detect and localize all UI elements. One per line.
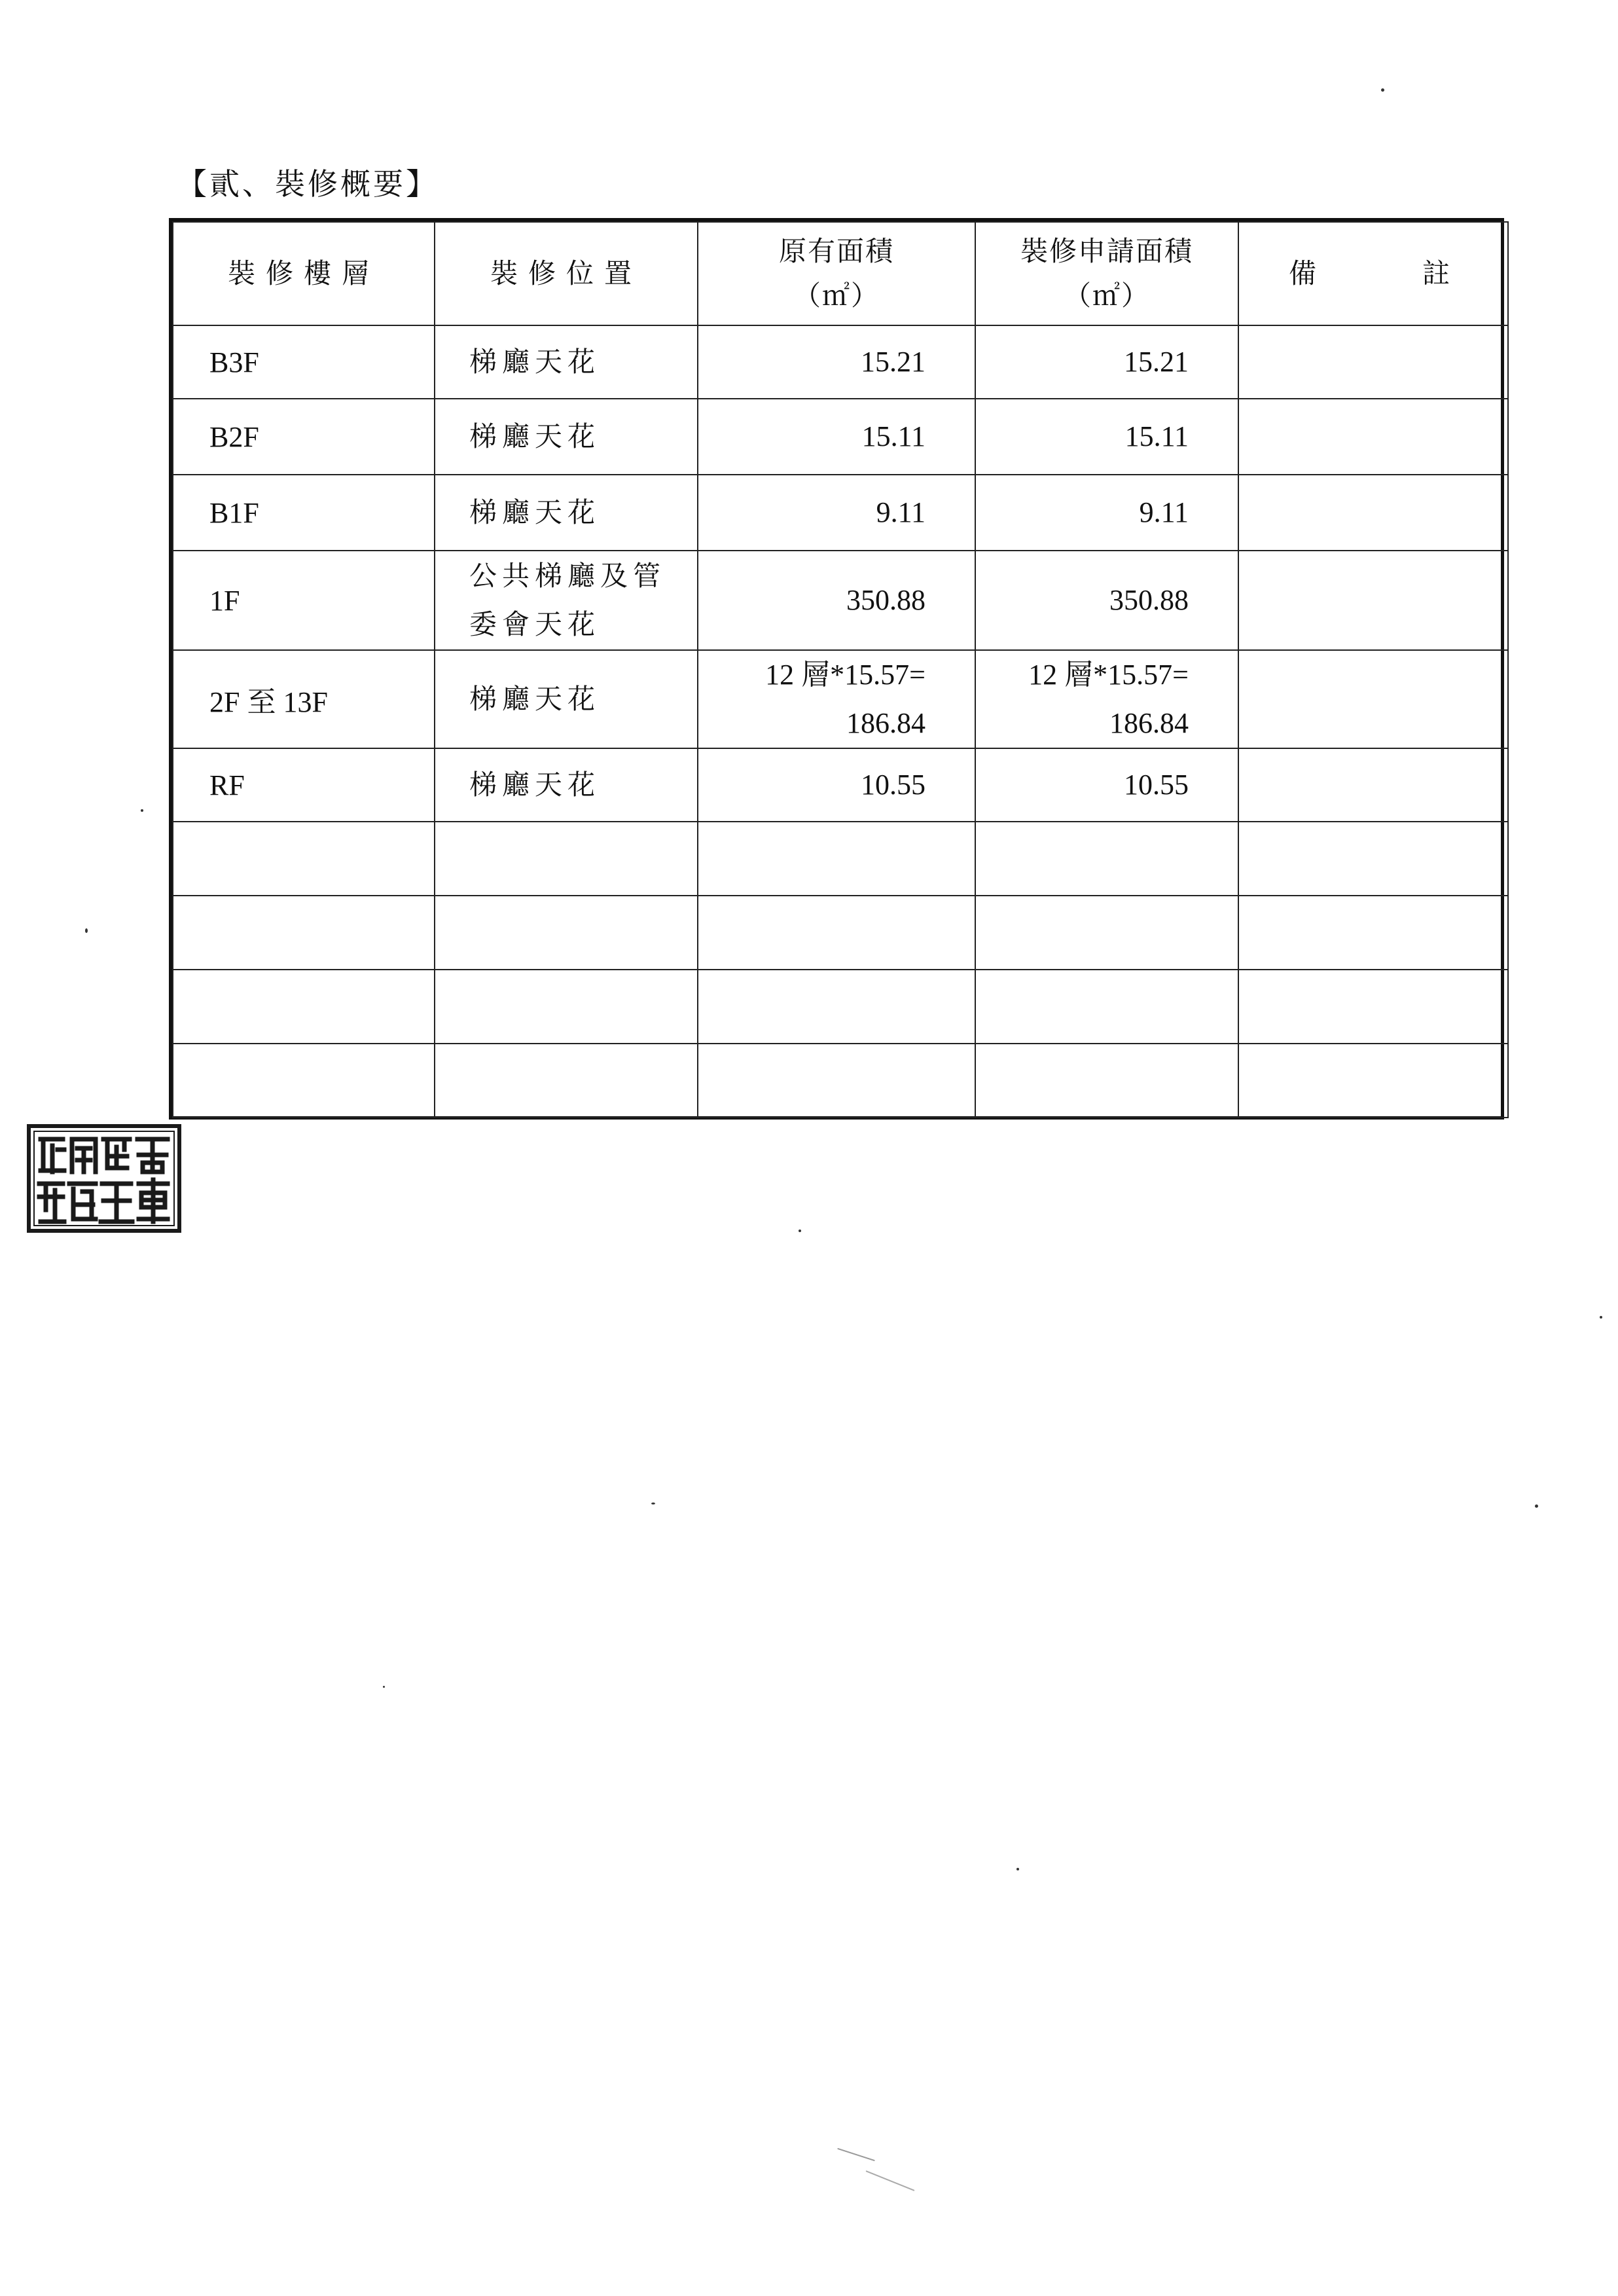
floor-cell: 1F xyxy=(173,551,435,650)
empty-table-row xyxy=(173,1044,1508,1118)
table-row xyxy=(173,748,1508,822)
location-cell xyxy=(435,551,698,650)
original-area-cell xyxy=(698,650,975,748)
renovation-summary-table xyxy=(169,218,1504,1120)
remark-cell xyxy=(1238,399,1508,475)
applied-area-cell: 15.11 xyxy=(975,399,1238,475)
applied-area-line-2: 186.84 xyxy=(1109,707,1189,739)
applied-area-cell: 9.11 xyxy=(975,475,1238,551)
section-heading: 【貳、裝修概要】 xyxy=(177,166,439,202)
table-row xyxy=(173,399,1508,475)
applied-area-line-1: 12 層*15.57= xyxy=(1028,659,1189,691)
applied-area-cell xyxy=(975,650,1238,748)
original-area-line-1: 12 層*15.57= xyxy=(765,659,926,691)
location-cell: 梯廳天花 xyxy=(435,325,698,399)
header-remark-char-1: 備 xyxy=(1288,257,1324,289)
remark-cell xyxy=(1238,475,1508,551)
applied-area-cell: 15.21 xyxy=(975,325,1238,399)
original-area-cell: 10.55 xyxy=(698,748,975,822)
table-row xyxy=(173,475,1508,551)
scan-streak xyxy=(837,2148,875,2161)
scan-speck xyxy=(651,1503,655,1504)
table-row xyxy=(173,551,1508,650)
official-seal-stamp xyxy=(26,1123,182,1233)
empty-table-row xyxy=(173,896,1508,970)
location-line-1: 公共梯廳及管 xyxy=(469,560,666,592)
header-original-area xyxy=(698,222,975,325)
scan-speck xyxy=(1535,1504,1538,1508)
scan-speck xyxy=(1016,1868,1019,1870)
header-floor: 裝修樓層 xyxy=(173,222,435,325)
location-cell: 梯廳天花 xyxy=(435,475,698,551)
table-header-row xyxy=(173,222,1508,325)
header-applied-area-unit: （㎡） xyxy=(1063,280,1150,312)
original-area-cell: 350.88 xyxy=(698,551,975,650)
empty-table-row xyxy=(173,970,1508,1044)
original-area-line-2: 186.84 xyxy=(846,707,926,739)
header-original-area-label: 原有面積 xyxy=(778,235,894,267)
header-original-area-unit: （㎡） xyxy=(793,280,880,312)
table-row xyxy=(173,325,1508,399)
applied-area-cell: 10.55 xyxy=(975,748,1238,822)
location-cell: 梯廳天花 xyxy=(435,399,698,475)
original-area-cell: 15.21 xyxy=(698,325,975,399)
remark-cell xyxy=(1238,551,1508,650)
header-applied-area-label: 裝修申請面積 xyxy=(1020,235,1193,267)
location-line-2: 委會天花 xyxy=(469,608,601,640)
table-row xyxy=(173,650,1508,748)
floor-cell: B1F xyxy=(173,475,435,551)
scan-speck xyxy=(85,928,88,933)
location-cell: 梯廳天花 xyxy=(435,748,698,822)
original-area-cell: 15.11 xyxy=(698,399,975,475)
remark-cell xyxy=(1238,325,1508,399)
scan-speck xyxy=(383,1686,385,1688)
floor-cell: B2F xyxy=(173,399,435,475)
original-area-cell: 9.11 xyxy=(698,475,975,551)
scan-speck xyxy=(1381,88,1384,92)
remark-cell xyxy=(1238,650,1508,748)
empty-table-row xyxy=(173,822,1508,896)
remark-cell xyxy=(1238,748,1508,822)
floor-cell: B3F xyxy=(173,325,435,399)
scan-speck xyxy=(1600,1316,1602,1319)
header-location: 裝修位置 xyxy=(435,222,698,325)
header-applied-area xyxy=(975,222,1238,325)
floor-cell: RF xyxy=(173,748,435,822)
location-cell: 梯廳天花 xyxy=(435,650,698,748)
scan-speck xyxy=(141,809,143,812)
header-remark xyxy=(1238,222,1508,325)
header-remark-char-2: 註 xyxy=(1422,257,1458,289)
floor-cell: 2F 至 13F xyxy=(173,650,435,748)
scan-speck xyxy=(799,1230,801,1232)
scan-streak xyxy=(866,2170,915,2191)
applied-area-cell: 350.88 xyxy=(975,551,1238,650)
